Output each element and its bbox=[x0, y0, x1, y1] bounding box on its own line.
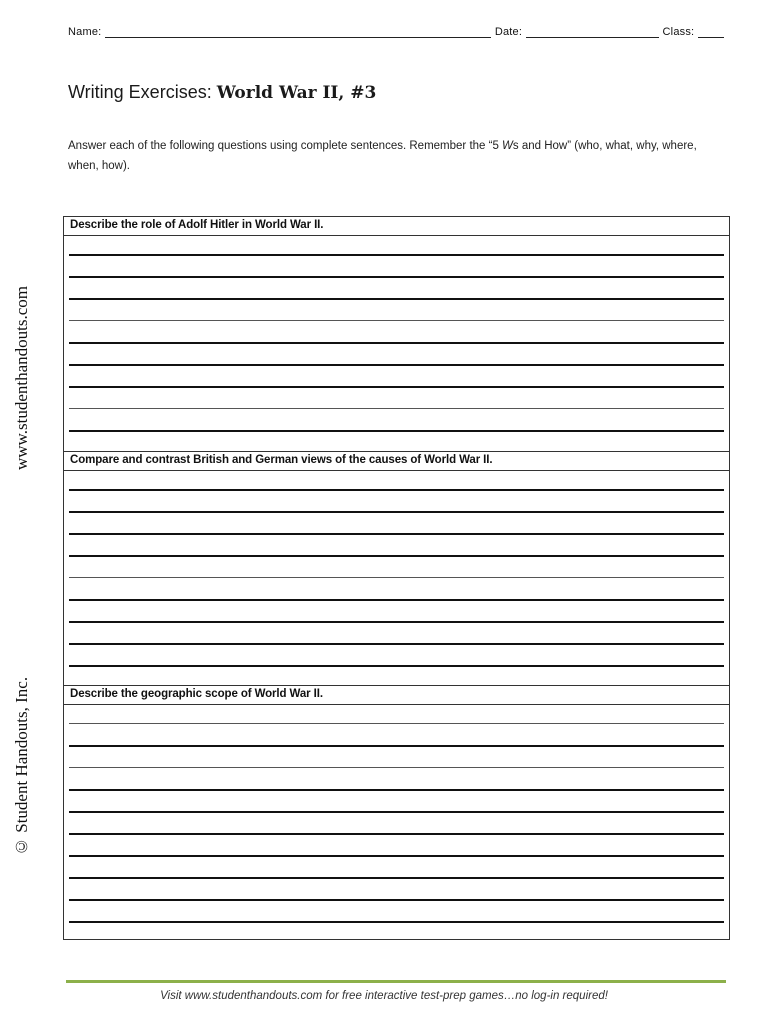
title-topic: World War II, #3 bbox=[216, 83, 377, 103]
answer-line bbox=[69, 621, 724, 623]
answer-line bbox=[69, 276, 724, 278]
page-title bbox=[68, 82, 376, 103]
answer-line bbox=[69, 511, 724, 513]
answer-line bbox=[69, 254, 724, 256]
answer-line bbox=[69, 533, 724, 535]
answer-lines[interactable] bbox=[64, 236, 729, 452]
question-prompt: Compare and contrast British and German views of the causes of World War II. bbox=[64, 451, 729, 471]
question-2 bbox=[64, 451, 729, 685]
answer-line bbox=[69, 723, 724, 724]
answer-line bbox=[69, 342, 724, 344]
answer-line bbox=[69, 745, 724, 747]
answer-line bbox=[69, 899, 724, 901]
class-label: Class: bbox=[662, 26, 695, 38]
name-field[interactable] bbox=[105, 25, 490, 38]
name-label: Name: bbox=[68, 26, 102, 38]
exercise-box bbox=[63, 216, 730, 940]
question-1 bbox=[64, 217, 729, 451]
answer-line bbox=[69, 320, 724, 321]
answer-line bbox=[69, 921, 724, 923]
answer-lines[interactable] bbox=[64, 705, 729, 941]
footer-rule bbox=[66, 980, 726, 983]
question-prompt: Describe the role of Adolf Hitler in World War II. bbox=[64, 217, 729, 236]
answer-lines[interactable] bbox=[64, 471, 729, 687]
date-field[interactable] bbox=[526, 25, 658, 38]
answer-line bbox=[69, 833, 724, 835]
sidebar-copyright: © Student Handouts, Inc. bbox=[12, 676, 31, 856]
instructions-part1: Answer each of the following questions using complete sentences. Remember the “5 bbox=[68, 140, 503, 152]
answer-line bbox=[69, 430, 724, 432]
instructions-italic: W bbox=[502, 140, 513, 152]
question-prompt: Describe the geographic scope of World War II. bbox=[64, 685, 729, 705]
question-3 bbox=[64, 685, 729, 939]
answer-line bbox=[69, 599, 724, 601]
answer-line bbox=[69, 408, 724, 409]
answer-line bbox=[69, 811, 724, 813]
answer-line bbox=[69, 767, 724, 768]
answer-line bbox=[69, 789, 724, 791]
answer-line bbox=[69, 855, 724, 857]
footer-text: Visit www.studenthandouts.com for free interactive test-prep games…no log-in required! bbox=[160, 990, 608, 1002]
answer-line bbox=[69, 877, 724, 879]
answer-line bbox=[69, 555, 724, 557]
answer-line bbox=[69, 364, 724, 366]
answer-line bbox=[69, 298, 724, 300]
answer-line bbox=[69, 386, 724, 388]
answer-line bbox=[69, 665, 724, 667]
answer-line bbox=[69, 489, 724, 491]
instructions bbox=[68, 136, 708, 176]
answer-line bbox=[69, 643, 724, 645]
answer-line bbox=[69, 577, 724, 578]
class-field[interactable] bbox=[698, 25, 724, 38]
sidebar-url: www.studenthandouts.com bbox=[12, 286, 31, 470]
title-prefix: Writing Exercises: bbox=[68, 82, 217, 102]
instructions-part2: s and How” (who, what, why, where, when, how). bbox=[68, 140, 697, 172]
date-label: Date: bbox=[494, 26, 523, 38]
student-info-line bbox=[68, 20, 728, 38]
